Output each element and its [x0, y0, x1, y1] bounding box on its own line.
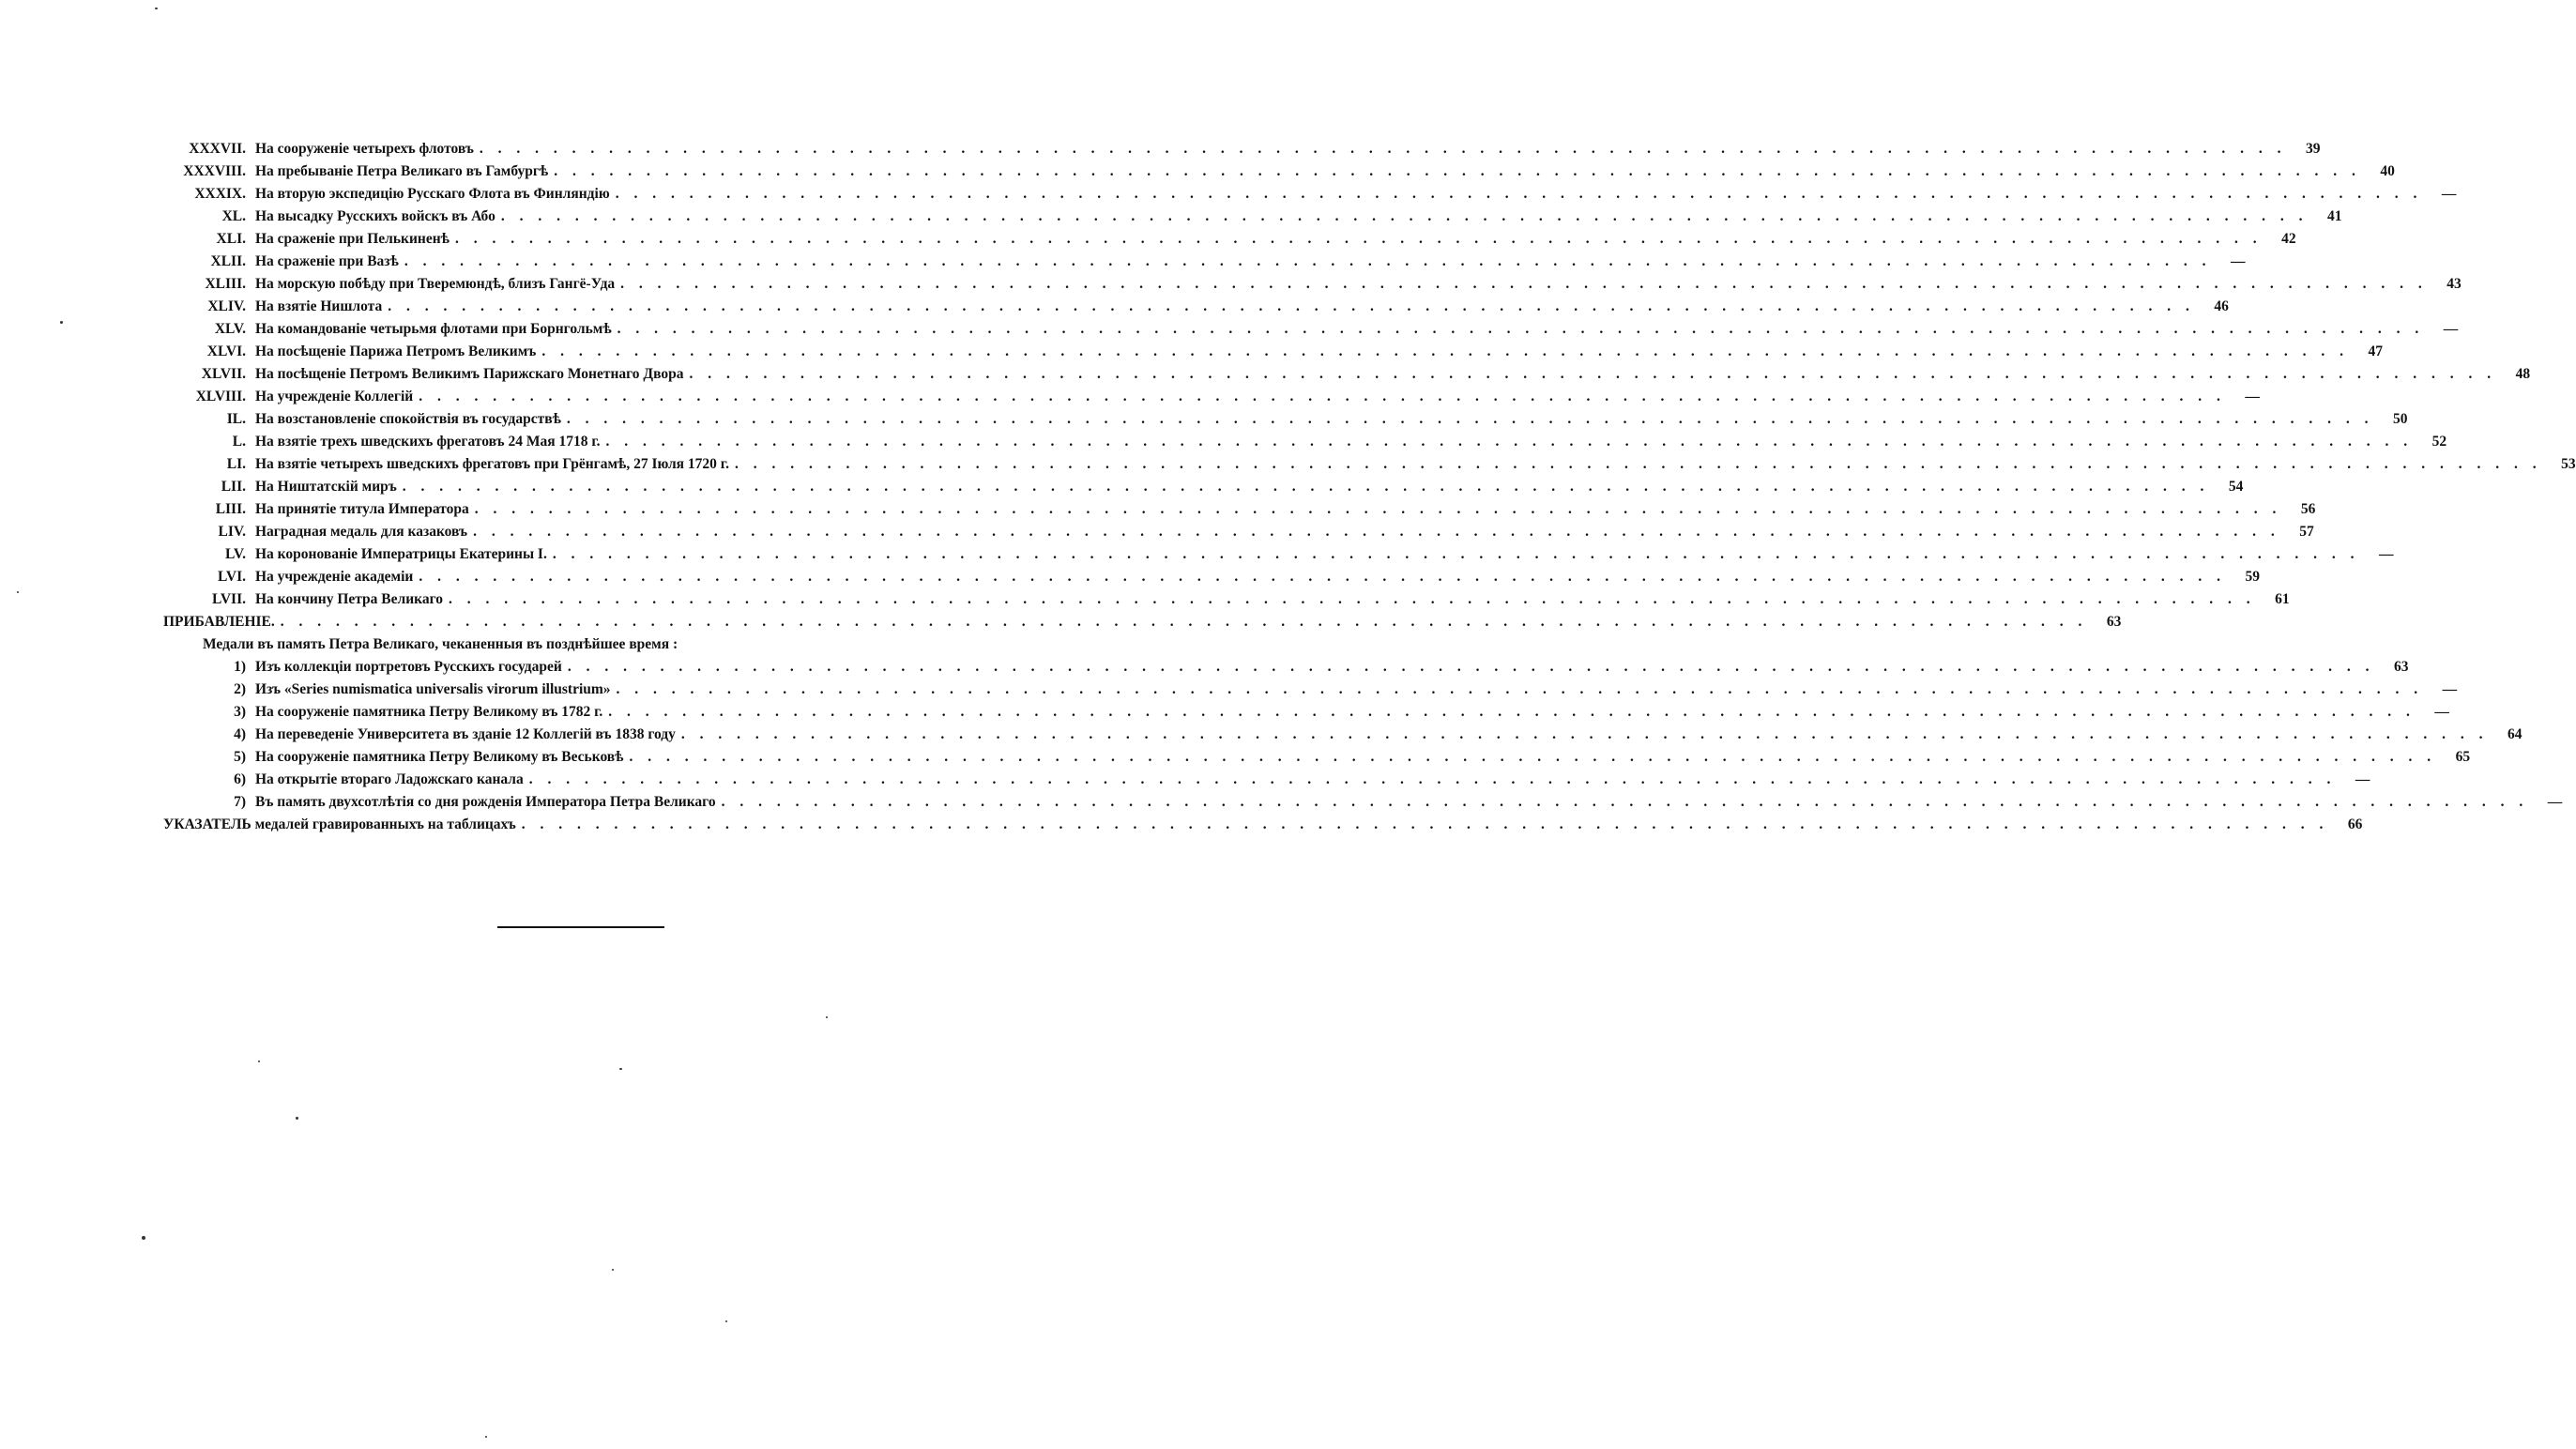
appendix-item-list: [160, 659, 2563, 816]
scan-speck: [60, 321, 63, 324]
entry-number: XXXIX.: [194, 186, 246, 202]
entry-page: —: [2443, 321, 2459, 337]
entry-title: На посѣщеніе Петромъ Великимъ Парижскаго Монетнаго Двора: [255, 366, 684, 382]
toc-entry: [160, 569, 2260, 591]
entry-number: LVI.: [217, 569, 246, 585]
entry-number: LIV.: [218, 524, 246, 540]
entry-number: XLV.: [214, 321, 246, 337]
leader-dots: [608, 704, 2416, 721]
entry-title: На взятіе четырехъ шведскихъ фрегатовъ при Грёнгамѣ, 27 Іюля 1720 г.: [255, 456, 729, 472]
leader-dots: [388, 298, 2195, 315]
entry-title: На возстановленіе спокойствія въ государствѣ: [255, 411, 561, 427]
entry-list: [160, 141, 2576, 614]
toc-entry: [160, 411, 2408, 434]
index-row: [160, 816, 2363, 839]
entry-number: XXXVII.: [189, 141, 246, 157]
entry-title: На морскую побѣду при Тверемюндѣ, близъ Гангё-Уда: [255, 276, 616, 292]
entry-title: На коронованіе Императрицы Екатерины I.: [255, 546, 547, 562]
entry-number: 3): [234, 704, 246, 720]
appendix-item: [160, 681, 2458, 704]
toc-entry: [160, 321, 2459, 343]
leader-dots: [475, 501, 2282, 518]
appendix-item: [160, 794, 2563, 816]
appendix-page: 63: [2106, 614, 2122, 630]
toc-entry: [160, 343, 2383, 366]
entry-page: —: [2230, 253, 2246, 269]
scan-speck: [142, 1236, 145, 1240]
leader-dots: [541, 343, 2349, 360]
leader-dots: [620, 276, 2428, 293]
entry-number: XXXVIII.: [183, 163, 246, 179]
entry-page: 39: [2306, 141, 2321, 157]
toc-entry: [160, 231, 2296, 253]
appendix-item: [160, 726, 2523, 749]
entry-title: На сооруженіе памятника Петру Великому въ Веськовѣ: [255, 749, 624, 765]
toc-entry: [160, 434, 2447, 456]
leader-dots: [567, 411, 2374, 428]
entry-title: На командованіе четырьмя флотами при Борнгольмѣ: [255, 321, 612, 337]
entry-number: XLVIII.: [195, 389, 246, 404]
entry-page: 43: [2446, 276, 2462, 292]
appendix-item: [160, 704, 2449, 726]
leader-dots: [449, 591, 2256, 608]
appendix-item: [160, 771, 2370, 794]
entry-title: На посѣщеніе Парижа Петромъ Великимъ: [255, 343, 537, 359]
toc-entry: [160, 524, 2314, 546]
toc-entry: [160, 366, 2531, 389]
entry-page: 52: [2431, 434, 2447, 450]
entry-page: 63: [2393, 659, 2409, 675]
scan-speck: [725, 1320, 727, 1322]
leader-dots: [529, 771, 2337, 788]
leader-dots: [617, 681, 2424, 698]
appendix-item: [160, 659, 2409, 681]
entry-number: LV.: [225, 546, 246, 562]
entry-title: Въ память двухсотлѣтія со дня рожденія Императора Петра Великаго: [255, 794, 716, 810]
scan-speck: [155, 8, 158, 9]
scan-speck: [619, 1068, 622, 1070]
toc-entry: [160, 276, 2462, 298]
leader-dots: [419, 389, 2226, 405]
toc-entry: [160, 163, 2395, 186]
entry-number: 7): [234, 794, 246, 810]
entry-number: 2): [234, 681, 246, 697]
entry-page: —: [2245, 389, 2260, 404]
entry-title: На высадку Русскихъ войскъ въ Або: [255, 208, 495, 224]
entry-number: L.: [232, 434, 246, 450]
entry-page: 65: [2455, 749, 2471, 765]
leader-dots: [473, 524, 2280, 541]
entry-page: 64: [2507, 726, 2523, 742]
entry-page: 42: [2281, 231, 2296, 247]
entry-title: На принятіе титула Императора: [255, 501, 469, 517]
scan-speck: [826, 1016, 828, 1018]
leader-dots: [735, 456, 2542, 473]
entry-title: На кончину Петра Великаго: [255, 591, 443, 607]
section-divider: [497, 926, 664, 928]
leader-dots: [522, 816, 2329, 833]
leader-dots: [480, 141, 2287, 158]
leader-dots: [690, 366, 2497, 383]
entry-title: На вторую экспедицію Русскаго Флота въ Финляндію: [255, 186, 610, 202]
entry-number: XLVI.: [206, 343, 246, 359]
entry-page: —: [2434, 704, 2449, 720]
entry-title: На сраженіе при Пелькиненѣ: [255, 231, 450, 247]
entry-page: 48: [2515, 366, 2531, 382]
toc-entry: [160, 456, 2576, 479]
entry-page: —: [2378, 546, 2394, 562]
toc-entry: [160, 479, 2244, 501]
entry-page: —: [2547, 794, 2563, 810]
entry-number: XLIV.: [207, 298, 246, 314]
subheading-row: [160, 636, 1004, 659]
entry-page: 56: [2300, 501, 2316, 517]
entry-number: LII.: [221, 479, 246, 495]
entry-number: 5): [234, 749, 246, 765]
leader-dots: [281, 614, 2088, 631]
scan-speck: [612, 1269, 614, 1271]
appendix-title: ПРИБАВЛЕНІЕ.: [163, 614, 275, 630]
entry-page: 53: [2561, 456, 2576, 472]
toc-entry: [160, 546, 2394, 569]
entry-number: 1): [234, 659, 246, 675]
leader-dots: [501, 208, 2309, 225]
index-page: 66: [2347, 816, 2363, 832]
entry-page: 40: [2380, 163, 2395, 179]
scan-speck: [296, 1117, 298, 1120]
toc-entry: [160, 186, 2457, 208]
entry-title: На взятіе трехъ шведскихъ фрегатовъ 24 Мая 1718 г.: [255, 434, 601, 450]
leader-dots: [681, 726, 2489, 743]
entry-page: 61: [2275, 591, 2290, 607]
leader-dots: [455, 231, 2263, 248]
toc-entry: [160, 501, 2316, 524]
leader-dots: [606, 434, 2414, 450]
entry-title: На сооруженіе четырехъ флотовъ: [255, 141, 474, 157]
entry-number: 6): [234, 771, 246, 787]
subheading: Медали въ память Петра Великаго, чеканенныя въ позднѣйшее время :: [203, 636, 678, 652]
entry-page: 50: [2393, 411, 2408, 427]
entry-page: 59: [2245, 569, 2260, 585]
entry-number: IL.: [226, 411, 246, 427]
leader-dots: [554, 163, 2361, 180]
appendix-row: [160, 614, 2122, 636]
entry-number: 4): [234, 726, 246, 742]
toc-entry: [160, 389, 2260, 411]
appendix-item: [160, 749, 2471, 771]
entry-title: На пребываніе Петра Великаго въ Гамбургѣ: [255, 163, 549, 179]
leader-dots: [419, 569, 2226, 586]
entry-title: Изъ «Series numismatica universalis virorum illustrium»: [255, 681, 611, 697]
entry-number: LIII.: [215, 501, 246, 517]
leader-dots: [404, 253, 2212, 270]
entry-title: На взятіе Нишлота: [255, 298, 383, 314]
entry-number: XL.: [221, 208, 246, 224]
entry-number: XLII.: [210, 253, 246, 269]
entry-number: XLI.: [216, 231, 246, 247]
leader-dots: [568, 659, 2375, 676]
entry-number: XLIII.: [205, 276, 246, 292]
entry-page: —: [2441, 186, 2457, 202]
entry-title: На открытіе втораго Ладожскаго канала: [255, 771, 524, 787]
leader-dots: [617, 321, 2425, 338]
entry-page: 57: [2299, 524, 2314, 540]
leader-dots: [616, 186, 2423, 203]
entry-title: На учрежденіе Коллегій: [255, 389, 414, 404]
leader-dots: [722, 794, 2529, 811]
entry-number: LI.: [226, 456, 246, 472]
index-title: УКАЗАТЕЛЬ медалей гравированныхъ на таблицахъ: [163, 816, 516, 832]
leader-dots: [403, 479, 2210, 496]
entry-title: Наградная медаль для казаковъ: [255, 524, 468, 540]
toc-entry: [160, 591, 2290, 614]
leader-dots: [553, 546, 2360, 563]
scan-speck: [258, 1060, 260, 1062]
entry-page: 41: [2326, 208, 2342, 224]
entry-title: На переведеніе Университета въ зданіе 12 Коллегій въ 1838 году: [255, 726, 676, 742]
entry-title: На Ништатскій миръ: [255, 479, 397, 495]
entry-title: На сраженіе при Вазѣ: [255, 253, 399, 269]
entry-page: 54: [2228, 479, 2244, 495]
entry-page: 47: [2368, 343, 2383, 359]
entry-title: Изъ коллекціи портретовъ Русскихъ государей: [255, 659, 562, 675]
entry-title: На сооруженіе памятника Петру Великому въ 1782 г.: [255, 704, 603, 720]
table-of-contents: [160, 141, 2576, 839]
leader-dots: [629, 749, 2436, 766]
entry-title: На учрежденіе академіи: [255, 569, 414, 585]
entry-number: XLVII.: [201, 366, 246, 382]
scan-speck: [17, 591, 19, 593]
entry-page: —: [2355, 771, 2370, 787]
toc-entry: [160, 208, 2342, 231]
entry-page: 46: [2214, 298, 2229, 314]
toc-entry: [160, 253, 2246, 276]
toc-entry: [160, 298, 2229, 321]
entry-page: —: [2442, 681, 2458, 697]
entry-number: LVII.: [211, 591, 246, 607]
toc-entry: [160, 141, 2321, 163]
scan-speck: [485, 1436, 487, 1438]
